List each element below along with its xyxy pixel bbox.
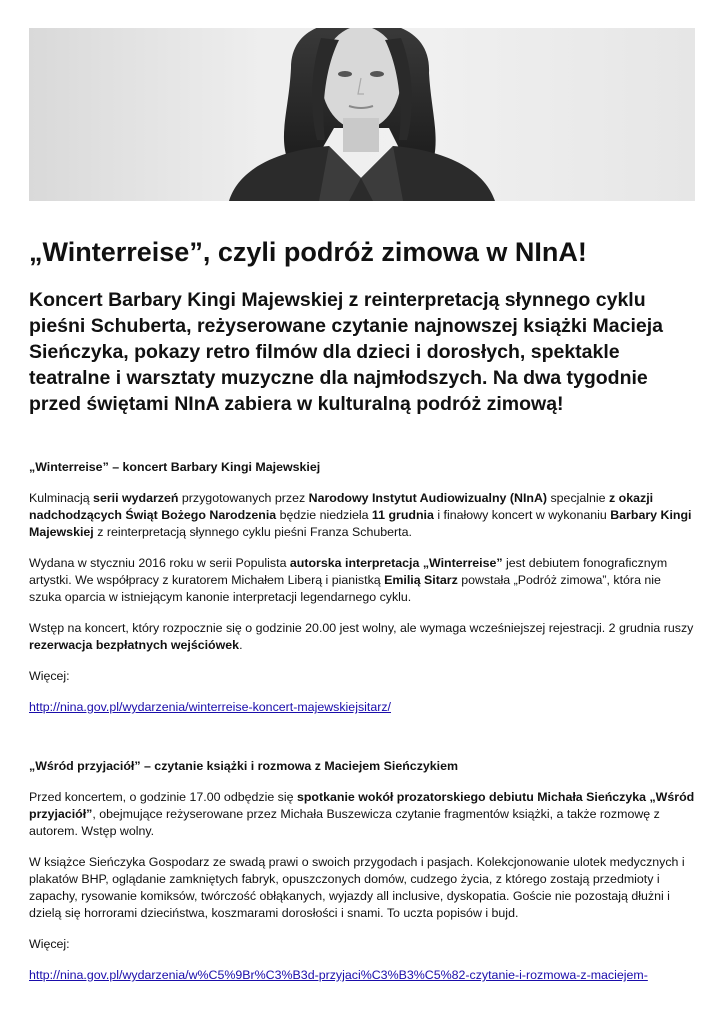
paragraph — [29, 490, 695, 541]
text: z reinterpretacją słynnego cyklu pieśni Franza Schuberta. — [93, 525, 412, 539]
section-heading: „Winterreise” – koncert Barbary Kingi Majewskiej — [29, 460, 321, 474]
bold-text: serii wydarzeń — [93, 491, 179, 505]
bold-text: spotkanie wokół prozatorskiego debiutu Michała Sieńczyka „Wśród przyjaciół” — [29, 790, 695, 821]
hero-portrait-image — [29, 28, 695, 201]
paragraph — [29, 555, 695, 606]
bold-text: z okazji nadchodzących Świąt Bożego Narodzenia — [29, 491, 654, 522]
text: Wydana w styczniu 2016 roku w serii Populista — [29, 556, 290, 570]
bold-text: Barbary Kingi Majewskiej — [29, 508, 692, 539]
bold-text: autorska interpretacja „Winterreise” — [289, 556, 503, 570]
bold-text: Narodowy Instytut Audiowizualny (NInA) — [308, 491, 548, 505]
text: , obejmujące reżyserowane przez Michała Buszewicza czytanie fragmentów książki, a także rozmowę z autorem. Wstęp wolny. — [29, 807, 660, 838]
article-lead: Koncert Barbary Kingi Majewskiej z reinterpretacją słynnego cyklu pieśni Schuberta, reżyserowane czytanie najnowszej książki Macieja Sieńczyka, pokazy retro filmów dla dzieci i dorosłych, spektakle teatralne i warsztaty muzyczne dla najmłodszych. Na dwa tygodnie przed świętami NInA zabiera w kulturalną podróż zimową! — [29, 289, 664, 415]
article-title: „Winterreise”, czyli podróż zimowa w NInA! — [29, 237, 587, 267]
event-link[interactable]: http://nina.gov.pl/wydarzenia/w%C5%9Br%C3%B3d-przyjaci%C3%B3%C5%82-czytanie-i-rozmowa-z-maciejem- — [29, 968, 648, 982]
more-label: Więcej: — [29, 669, 70, 683]
text: Kulminacją — [29, 491, 94, 505]
text: będzie niedziela — [276, 508, 372, 522]
text: specjalnie — [547, 491, 610, 505]
event-link[interactable]: http://nina.gov.pl/wydarzenia/winterreise-koncert-majewskiejsitarz/ — [29, 700, 391, 714]
section-reading — [29, 758, 695, 998]
paragraph — [29, 620, 695, 654]
text: Przed koncertem, o godzinie 17.00 odbędzie się — [29, 790, 297, 804]
bold-text: rezerwacja bezpłatnych wejściówek — [29, 638, 240, 652]
text: powstała „Podróż zimowa”, która nie szuka oparcia w istniejącym kanonie interpretacji legendarnego cyklu. — [29, 573, 661, 604]
paragraph: W książce Sieńczyka Gospodarz ze swadą prawi o swoich przygodach i pasjach. Kolekcjonowanie ulotek medycznych i plakatów BHP, oglądanie zamkniętych fabryk, opuszczonych domów, cudzego życia, z którego zostają przedmioty i zapachy, rysowanie komiksów, twórczość obłąkanych, wyjazdy all inclusive, dyskopatia. Goście nie pozostają dłużni i dzielą się horrorami dzieciństwa, koszmarami dorosłości i snami. To uczta popisów i bujd. — [29, 855, 685, 920]
more-label: Więcej: — [29, 937, 70, 951]
text: Wstęp na koncert, który rozpocznie się o godzinie 20.00 jest wolny, ale wymaga wcześniejszej rejestracji. 2 grudnia ruszy — [29, 621, 694, 635]
text: przygotowanych przez — [178, 491, 309, 505]
section-concert — [29, 459, 695, 730]
section-heading: „Wśród przyjaciół” – czytanie książki i rozmowa z Maciejem Sieńczykiem — [29, 759, 459, 773]
bold-text: Emilią Sitarz — [384, 573, 458, 587]
text: jest debiutem fonograficznym artystki. We współpracy z kuratorem Michałem Liberą i pianistką — [29, 556, 668, 587]
text: i finałowy koncert w wykonaniu — [433, 508, 611, 522]
portrait-photo-illustration — [29, 28, 695, 201]
paragraph — [29, 789, 695, 840]
text: . — [239, 638, 243, 652]
bold-text: 11 grudnia — [371, 508, 434, 522]
